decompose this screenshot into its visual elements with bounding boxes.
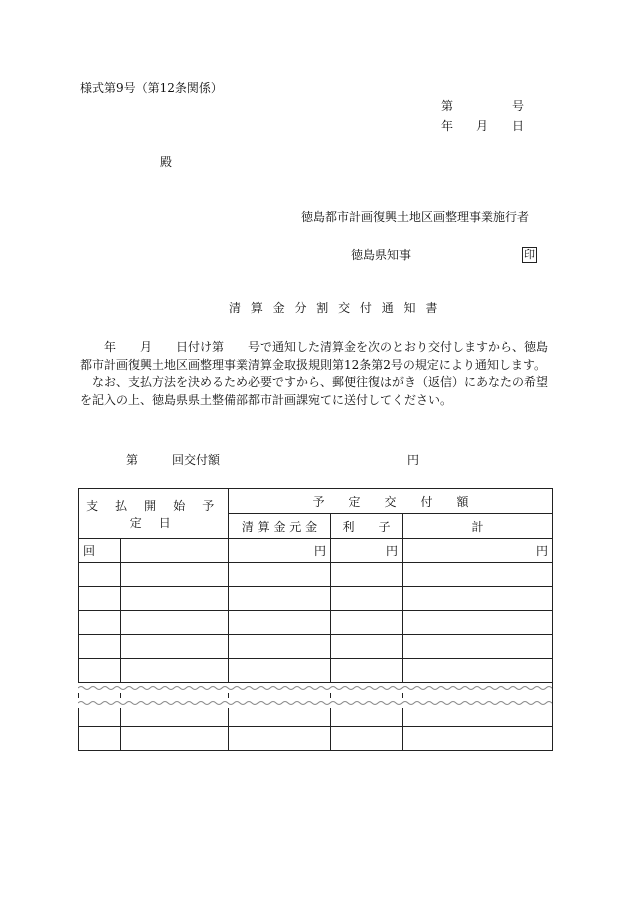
table-row [79, 563, 553, 587]
table-break-wave-bottom [78, 698, 552, 708]
interest-unit-cell: 円 [331, 539, 403, 563]
table-break-wave-top [78, 683, 552, 693]
table-row [79, 727, 553, 751]
table-row [79, 611, 553, 635]
installment-label: 回交付額 [172, 453, 221, 467]
total-unit-cell: 円 [403, 539, 553, 563]
body-paragraph-2: なお、支払方法を決めるため必要ですから、郵便往復はがき（返信）にあなたの希望を記入の上、徳島県県土整備部都市計画課宛てに送付してください。 [80, 375, 549, 407]
unit-count-cell: 回 [79, 539, 121, 563]
number-prefix: 第 [441, 99, 454, 113]
date-year: 年 [441, 119, 454, 133]
seal-text: 印 [524, 248, 535, 261]
table-row [79, 587, 553, 611]
date-month: 月 [476, 119, 489, 133]
header-interest: 利 子 [331, 514, 403, 539]
date-day: 日 [512, 119, 525, 133]
seal-mark [522, 247, 537, 263]
table-header-row [79, 489, 553, 514]
table-row [79, 635, 553, 659]
header-principal: 清 算 金 元 金 [229, 514, 331, 539]
header-scheduled-amount: 予 定 交 付 額 [229, 489, 553, 514]
table-unit-row [79, 539, 553, 563]
document-title: 清 算 金 分 割 交 付 通 知 書 [229, 301, 441, 315]
number-suffix: 号 [512, 99, 525, 113]
body-paragraph-1: 年 月 日付け第 号で通知した清算金を次のとおり交付しますから、徳島都市計画復興土地区画整理事業清算金取扱規則第12条第2号の規定により通知します。 [80, 340, 549, 372]
body-text [80, 339, 550, 409]
header-scheduled-date: 支 払 開 始 予 定 日 [79, 489, 229, 539]
form-number: 様式第9号（第12条関係） [80, 81, 223, 95]
installment-unit: 円 [407, 453, 420, 467]
date-cell [121, 539, 229, 563]
installment-prefix: 第 [126, 453, 139, 467]
addressee-honorific: 殿 [160, 155, 173, 169]
issuer-organization: 徳島都市計画復興土地区画整理事業施行者 [301, 210, 530, 224]
issuer-title: 徳島県知事 [351, 248, 412, 262]
header-total: 計 [403, 514, 553, 539]
payment-schedule-table [78, 488, 553, 751]
table-row [79, 659, 553, 683]
principal-unit-cell: 円 [229, 539, 331, 563]
